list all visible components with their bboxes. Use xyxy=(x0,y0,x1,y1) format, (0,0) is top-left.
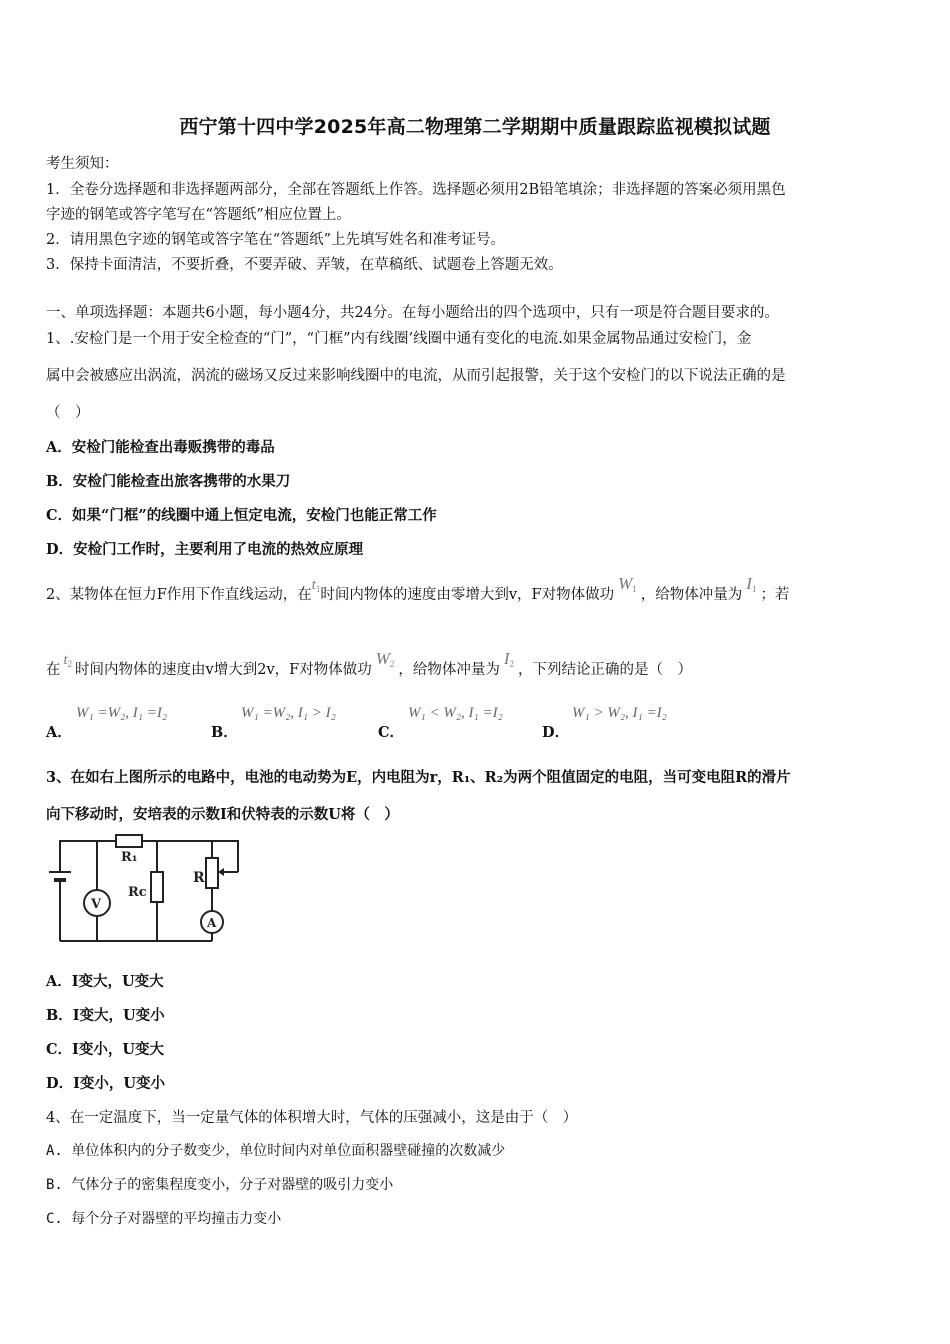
q1-stem-line1: 1、.安检门是一个用于安全检查的“门”，“门框”内有线圈’线圈中通有变化的电流.如果金属物品通过安检门，金 xyxy=(46,331,752,347)
q1-stem-line2: 属中会被感应出涡流，涡流的磁场又反过来影响线圈中的电流，从而引起报警，关于这个安检门的以下说法正确的是 xyxy=(46,368,786,384)
q3-option-d: D．I变小，U变小 xyxy=(46,1075,166,1092)
q4-stem: 4、在一定温度下，当一定量气体的体积增大时，气体的压强减小，这是由于（ ） xyxy=(46,1110,578,1126)
q3-option-b: B．I变大，U变小 xyxy=(46,1007,165,1024)
i2-symbol: $I_2$ xyxy=(503,649,515,669)
w2-symbol: $W_2$ xyxy=(375,649,395,669)
q3-stem-line1: 3、在如右上图所示的电路中，电池的电动势为E，内电阻为r，R₁、R₂为两个阻值固定的电阻，当可变电阻R的滑片 xyxy=(46,769,791,786)
q4-option-a: A. 单位体积内的分子数变少，单位时间内对单位面积器壁碰撞的次数减少 xyxy=(46,1143,506,1159)
notice-item-1-cont: 字迹的钢笔或答字笔写在“答题纸”相应位置上。 xyxy=(46,207,351,223)
q2-text: ；若 xyxy=(760,587,790,603)
notice-item-3: 3．保持卡面清洁，不要折叠，不要弄破、弄皱，在草稿纸、试题卷上答题无效。 xyxy=(46,257,563,273)
rheostat-r xyxy=(206,858,218,888)
q2-text: ，给物体冲量为 xyxy=(640,587,743,603)
notice-item-1: 1．全卷分选择题和非选择题两部分，全部在答题纸上作答。选择题必须用2B铅笔填涂；非选择题的答案必须用黑色 xyxy=(46,182,786,198)
q2-stem-line1 xyxy=(46,574,906,604)
circuit-diagram xyxy=(46,832,246,948)
t1-symbol: $t_1$ xyxy=(311,577,321,594)
notice-heading: 考生须知： xyxy=(46,156,119,172)
q1-option-a: A．安检门能检查出毒贩携带的毒品 xyxy=(46,439,275,456)
page-title: 西宁第十四中学2025年高二物理第二学期期中质量跟踪监视模拟试题 xyxy=(179,116,771,138)
notice-item-2: 2．请用黑色字迹的钢笔或答字笔在“答题纸”上先填写姓名和准考证号。 xyxy=(46,232,506,248)
w1-symbol: $W_1$ xyxy=(618,574,637,594)
q1-option-d: D．安检门工作时，主要利用了电流的热效应原理 xyxy=(46,541,364,558)
q2-text: ，下列结论正确的是（ ） xyxy=(518,662,693,678)
resistor-r1 xyxy=(116,835,142,847)
label-a: A xyxy=(207,916,217,930)
q2-options: A． W₁ =W₂, I₁ =I₂ B． W₁ =W₂, I₁ > I₂ C． W₁ < W₂, I₁ =I₂ D． W₁ > W₂, I₁ =I₂ xyxy=(46,705,667,741)
label-rc: Rc xyxy=(128,885,147,900)
q3-option-a: A．I变大，U变大 xyxy=(46,973,164,990)
q2-text: 2、某物体在恒力F作用下作直线运动，在 xyxy=(46,587,312,603)
q4-option-b: B. 气体分子的密集程度变小，分子对器壁的吸引力变小 xyxy=(46,1177,394,1193)
section-heading: 一、单项选择题：本题共6小题，每小题4分，共24分。在每小题给出的四个选项中，只有一项是符合题目要求的。 xyxy=(46,305,779,321)
label-r1: R₁ xyxy=(121,850,138,865)
q3-option-c: C．I变小，U变大 xyxy=(46,1041,164,1058)
q1-stem-line3: （ ） xyxy=(46,405,90,421)
label-r: R xyxy=(193,870,205,886)
q4-option-c: C. 每个分子对器壁的平均撞击力变小 xyxy=(46,1211,282,1227)
t2-symbol: $t_2$ xyxy=(63,652,73,669)
q3-stem-line2: 向下移动时，安培表的示数I和伏特表的示数U将（ ） xyxy=(46,806,399,823)
q2-text: ，给物体冲量为 xyxy=(398,662,500,678)
i1-symbol: $I_1$ xyxy=(746,574,757,594)
q2-text: 时间内物体的速度由v增大到2v，F对物体做功 xyxy=(75,662,372,678)
label-v: V xyxy=(91,897,102,912)
q1-option-c: C．如果“门框”的线圈中通上恒定电流，安检门也能正常工作 xyxy=(46,507,437,524)
q1-option-b: B．安检门能检查出旅客携带的水果刀 xyxy=(46,473,291,490)
q2-text: 在 xyxy=(46,662,61,678)
resistor-rc xyxy=(151,872,163,902)
q2-stem-line2 xyxy=(46,649,906,679)
q2-text: 时间内物体的速度由零增大到v，F对物体做功 xyxy=(320,587,615,603)
